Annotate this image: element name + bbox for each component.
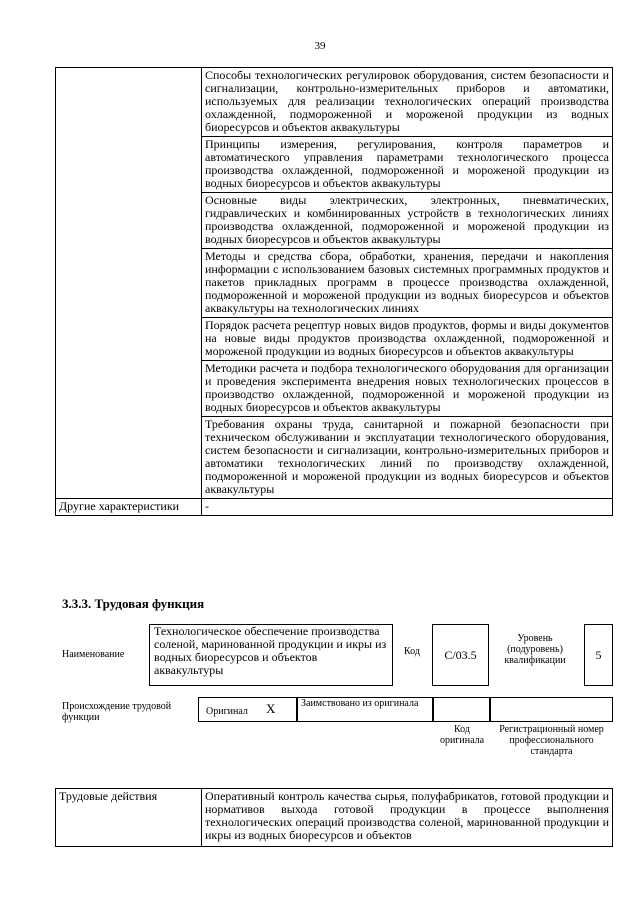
- requirement-text: Принципы измерения, регулирования, контроля параметров и автоматического управления параметрами технологического процесса производства охлажденной, подмороженной и мороженой продукции из водных биоресурсов и объектов аквакультуры: [202, 137, 613, 193]
- knowledge-requirements-table: [55, 67, 613, 516]
- labor-action-text: Оперативный контроль качества сырья, полуфабрикатов, готовой продукции и нормативов выхода готовой продукции в процессе выполнения технологических операций производства соленой, маринованной продукции и икры из водных биоресурсов и объектов: [202, 789, 613, 847]
- code-label: Код: [404, 646, 420, 657]
- qualification-level-box: [584, 624, 613, 686]
- original-mark: X: [266, 701, 276, 716]
- qualification-level-label: Уровень (подуровень) квалификации: [504, 633, 566, 666]
- origin-label: Происхождение трудовой функции: [62, 701, 172, 723]
- requirement-text: Порядок расчета рецептур новых видов продуктов, формы и виды документов на новые виды продуктов производства охлажденной, подмороженной и мороженой продукции из водных биоресурсов и объектов аквакультуры: [202, 318, 613, 361]
- original-label: Оригинал: [206, 706, 248, 717]
- table-row: [56, 789, 613, 847]
- requirement-text: Требования охраны труда, санитарной и пожарной безопасности при техническом обслуживании и эксплуатации технологического оборудования, систем безопасности и сигнализации, контрольно-измерительных приборов и автоматики технологических линий по производству охлажденной, подмороженной и мороженой продукции из водных биоресурсов и объектов аквакультуры: [202, 417, 613, 499]
- table-row: [56, 499, 613, 516]
- function-code-box: [432, 624, 489, 686]
- other-characteristics-value: -: [202, 499, 613, 516]
- requirement-text: Методы и средства сбора, обработки, хранения, передачи и накопления информации с использованием базовых системных программных продуктов и пакетов прикладных программ в процессе производства охлажденной, подмороженной и мороженой продукции из водных биоресурсов и объектов аквакультуры на технологических линиях: [202, 249, 613, 318]
- requirement-text: Способы технологических регулировок оборудования, систем безопасности и сигнализации, контрольно-измерительных приборов и автоматики, используемых для реализации технологических операций производства охлажденной, подмороженной и мороженой продукции из водных биоресурсов и объектов аквакультуры: [202, 68, 613, 137]
- function-name-box: Технологическое обеспечение производства соленой, маринованной продукции и икры из водных биоресурсов и объектов аквакультуры: [149, 624, 393, 686]
- requirement-text: Основные виды электрических, электронных, пневматических, гидравлических и комбинированных устройств в технологических линиях производства охлажденной, подмороженной и мороженой продукции из водных биоресурсов и объектов аквакультуры: [202, 193, 613, 249]
- page-number: 39: [314, 40, 326, 52]
- table-row: [56, 68, 613, 137]
- requirements-label-cell: [56, 68, 202, 499]
- origin-code-cell: [433, 697, 490, 722]
- function-code-value: C/03.5: [444, 647, 477, 662]
- name-label: Наименование: [62, 649, 125, 660]
- labor-actions-label: Трудовые действия: [56, 789, 202, 847]
- origin-reg-number-cell: [490, 697, 613, 722]
- qualification-level-value: 5: [595, 647, 602, 662]
- requirement-text: Методики расчета и подбора технологического оборудования для организации и проведения эксперимента внедрения новых технологических процессов в производство охлажденной, подмороженной и мороженой продукции из водных биоресурсов и объектов аквакультуры: [202, 361, 613, 417]
- other-characteristics-label: Другие характеристики: [56, 499, 202, 516]
- section-title: 3.3.3. Трудовая функция: [62, 596, 205, 611]
- borrowed-label: Заимствовано из оригинала: [301, 698, 419, 709]
- labor-actions-table: [55, 788, 613, 847]
- reg-number-caption: Регистрационный номер профессионального стандарта: [499, 724, 604, 757]
- code-original-caption: Код оригинала: [439, 724, 485, 746]
